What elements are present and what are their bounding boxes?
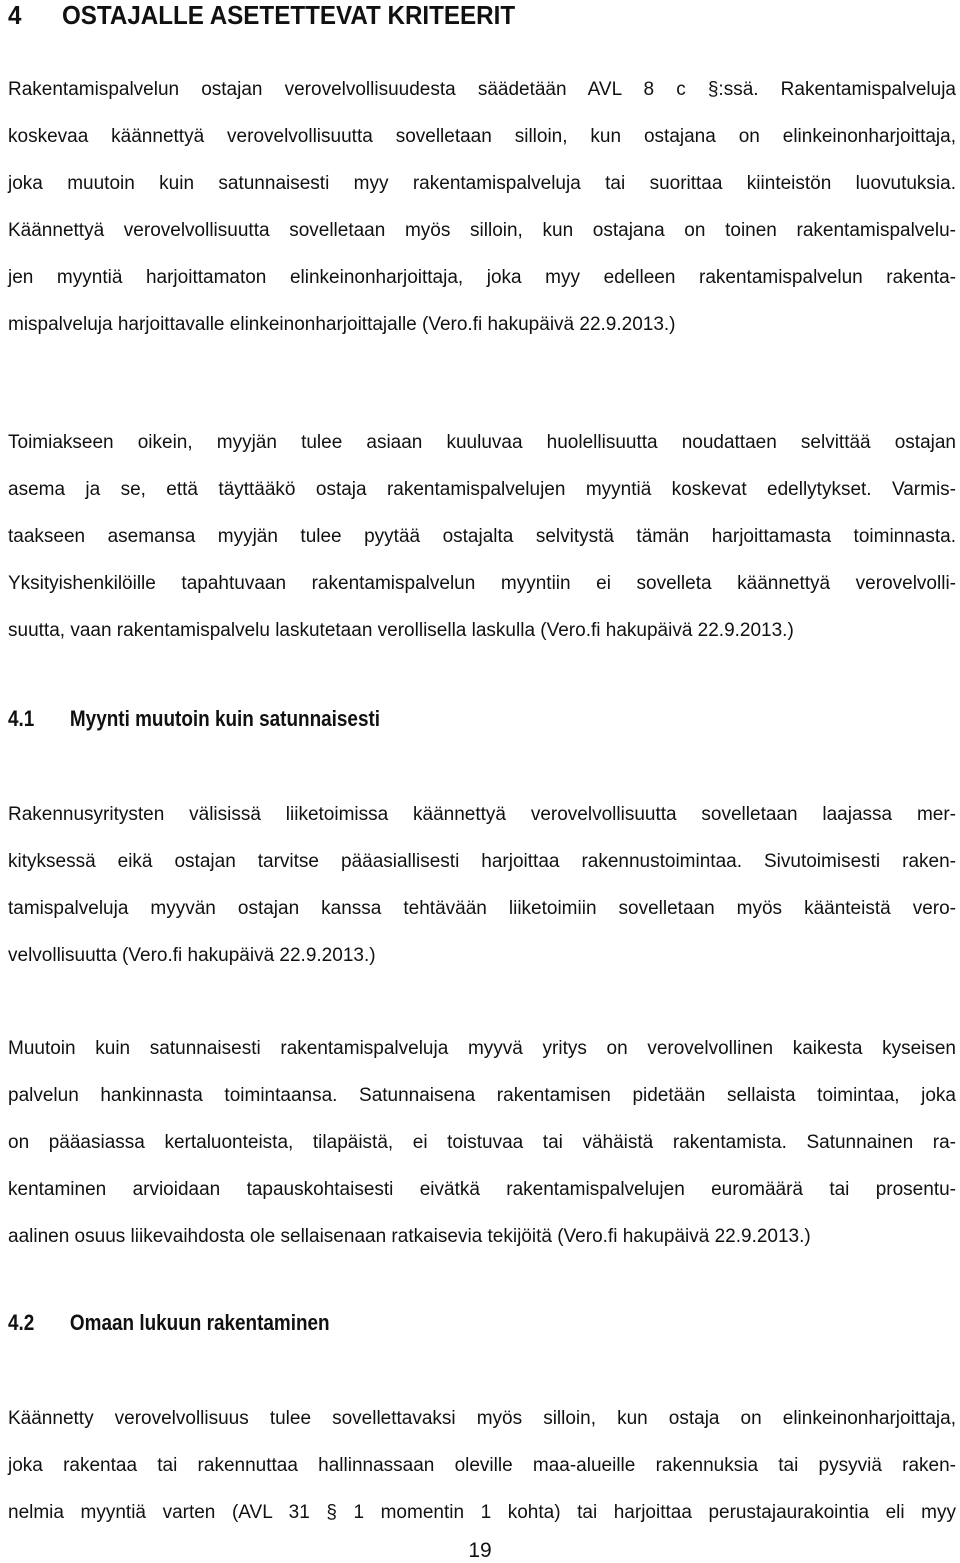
paragraph-line: joka muutoin kuin satunnaisesti myy rakentamispalveluja tai suorittaa kiinteistön luovutuksia.	[8, 173, 956, 194]
paragraph-line: Käännetty verovelvollisuus tulee sovellettavaksi myös silloin, kun ostaja on elinkeinonharjoittaja,	[8, 1408, 956, 1429]
paragraph-line: on pääasiassa kertaluonteista, tilapäistä, ei toistuvaa tai vähäistä rakentamista. Satunnainen ra-	[8, 1132, 956, 1153]
section-number: 4.2	[8, 1310, 35, 1335]
paragraph-line: velvollisuutta (Vero.fi hakupäivä 22.9.2013.)	[8, 945, 376, 966]
paragraph-line: Käännettyä verovelvollisuutta sovelletaan myös silloin, kun ostajana on toinen rakentamispalvelu-	[8, 220, 956, 241]
paragraph-line: aalinen osuus liikevaihdosta ole sellaisenaan ratkaisevia tekijöitä (Vero.fi hakupäivä 22.9.2013.)	[8, 1226, 811, 1247]
paragraph-line: jen myyntiä harjoittamaton elinkeinonharjoittaja, joka myy edelleen rakentamispalvelun rakenta-	[8, 267, 956, 288]
paragraph-line: Rakentamispalvelun ostajan verovelvollisuudesta säädetään AVL 8 c §:ssä. Rakentamispalveluja	[8, 79, 956, 100]
section-heading	[8, 705, 380, 733]
paragraph-line: taakseen asemansa myyjän tulee pyytää ostajalta selvitystä tämän harjoittamasta toiminnasta.	[8, 526, 956, 547]
paragraph	[8, 66, 956, 348]
paragraph-line: joka rakentaa tai rakennuttaa hallinnassaan oleville maa-alueille rakennuksia tai pysyviä raken-	[8, 1455, 956, 1476]
paragraph-line: Toimiakseen oikein, myyjän tulee asiaan kuuluvaa huolellisuutta noudattaen selvittää ostajan	[8, 432, 956, 453]
paragraph-line: koskevaa käännettyä verovelvollisuutta sovelletaan silloin, kun ostajana on elinkeinonharjoittaja,	[8, 126, 956, 147]
paragraph	[8, 1395, 956, 1536]
chapter-heading	[8, 0, 515, 30]
paragraph-line: Muutoin kuin satunnaisesti rakentamispalveluja myyvä yritys on verovelvollinen kaikesta kyseisen	[8, 1038, 956, 1059]
paragraph-line: Rakennusyritysten välisissä liiketoimissa käännettyä verovelvollisuutta sovelletaan laajassa mer-	[8, 804, 956, 825]
chapter-number: 4	[8, 0, 22, 30]
paragraph-line: tamispalveluja myyvän ostajan kanssa tehtävään liiketoimiin sovelletaan myös kääntеistä vero-	[8, 898, 956, 919]
paragraph-line: kityksessä eikä ostajan tarvitse pääasiallisesti harjoittaa rakennustoimintaa. Sivutoimisesti raken-	[8, 851, 956, 872]
section-number: 4.1	[8, 706, 35, 731]
paragraph	[8, 419, 956, 654]
chapter-title: OSTAJALLE ASETETTEVAT KRITEERIT	[61, 0, 516, 30]
paragraph	[8, 791, 956, 979]
paragraph-line: suutta, vaan rakentamispalvelu laskutetaan verollisella laskulla (Vero.fi hakupäivä 22.9.2013.)	[8, 620, 794, 641]
paragraph-line: asema ja se, että täyttääkö ostaja rakentamispalvelujen myyntiä koskevat edellytykset. Varmis-	[8, 479, 956, 500]
section-title: Myynti muutoin kuin satunnaisesti	[69, 706, 381, 731]
paragraph-line: palvelun hankinnasta toimintaansa. Satunnaisena rakentamisen pidetään sellaista toimintaa, joka	[8, 1085, 956, 1106]
paragraph-line: nelmia myyntiä varten (AVL 31 § 1 momentin 1 kohta) tai harjoittaa perustajaurakointia eli myy	[8, 1502, 956, 1523]
paragraph-line: Yksityishenkilöille tapahtuvaan rakentamispalvelun myyntiin ei sovelleta käännettyä verovelvolli-	[8, 573, 956, 594]
section-heading	[8, 1309, 330, 1337]
paragraph	[8, 1025, 956, 1260]
page-number: 19	[468, 1539, 492, 1562]
paragraph-line: mispalveluja harjoittavalle elinkeinonharjoittajalle (Vero.fi hakupäivä 22.9.2013.)	[8, 314, 676, 335]
paragraph-line: kentaminen arvioidaan tapauskohtaisesti eivätkä rakentamispalvelujen euromäärä tai prosentu-	[8, 1179, 956, 1200]
section-title: Omaan lukuun rakentaminen	[69, 1310, 330, 1335]
